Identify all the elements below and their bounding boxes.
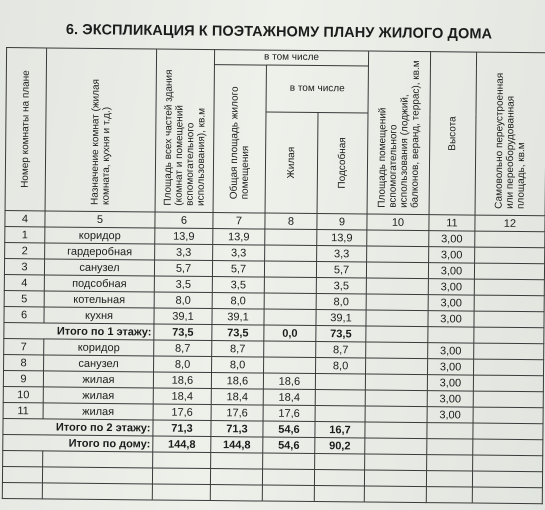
cell-aux [315,374,365,390]
cell-total: 18,6 [153,372,211,389]
cell-aux: 3,5 [316,278,366,294]
cell-living: 18,4 [263,389,315,405]
header-living: Жилая [265,112,318,213]
header-incl2: в том числе [266,65,368,113]
cell-name: санузел [44,259,154,276]
cell-living [264,341,316,357]
cell-gen: 8,0 [212,357,264,373]
floor1-rows [4,227,545,328]
cell-gen: 39,1 [212,309,264,325]
cell-living [264,293,316,309]
header-living-total: Общая площадь жилого помещения [213,65,266,213]
cell-total: 8,0 [154,292,212,309]
cell-total: 3,3 [155,244,213,261]
cell-living [265,245,317,261]
header-total-area: Площадь всех частей здания (комнат и помещений вспомогательного использования), кв.м [155,49,215,213]
header-incl: в том числе [214,50,368,66]
cell-n: 11 [3,403,43,419]
cell-n: 7 [4,339,44,355]
cell-aux: 3,3 [317,246,367,262]
cell-n: 2 [5,243,45,259]
cell-aux: 8,7 [316,342,366,358]
cell-living [264,277,316,293]
cell-name: жилая [43,387,153,404]
cell-h: 3,00 [428,343,474,359]
cell-gen: 8,7 [212,341,264,357]
cell-h: 3,00 [428,279,474,295]
cell-living [264,261,316,277]
column-numbers-row: 4 5 6 7 8 9 10 11 12 [5,211,545,232]
house-total-row: Итого по дому: 144,8 144,8 54,6 90,2 [3,435,543,456]
cell-gen: 3,5 [212,277,264,293]
cell-n: 1 [5,227,45,243]
cell-name: жилая [43,403,153,420]
cell-n: 9 [3,371,43,387]
header-purpose: Назначение комнат (жилая комната, кухня и т.д.) [45,48,157,212]
header-unauth: Самовольно переустроенная или переоборудованная площадь, кв.м [475,52,545,216]
cell-n: 6 [4,307,44,323]
cell-n: 10 [3,387,43,403]
cell-name: гардеробная [45,243,155,260]
header-height: Высота [429,52,477,215]
cell-aux: 13,9 [317,230,367,246]
cell-h: 3,00 [429,231,475,247]
cell-aux: 39,1 [316,310,366,326]
cell-aux: 8,0 [316,358,366,374]
cell-n: 4 [4,275,44,291]
cell-aux: 8,0 [316,294,366,310]
cell-total: 8,0 [154,356,212,373]
cell-gen: 13,9 [213,229,265,245]
document-title: 6. ЭКСПЛИКАЦИЯ К ПОЭТАЖНОМУ ПЛАНУ ЖИЛОГО ДОМА [65,22,493,43]
cell-living [264,357,316,373]
floor2-total-row: Итого по 2 этажу: 71,3 71,3 54,6 16,7 [3,419,543,440]
cell-h: 3,00 [428,263,474,279]
cell-name: подсобная [44,275,154,292]
explication-table [2,47,545,504]
cell-aux [315,406,365,422]
cell-name: кухня [44,307,154,324]
header-room-no: Номер комнаты на плане [5,48,47,211]
cell-gen: 18,4 [211,389,263,405]
cell-gen: 18,6 [211,373,263,389]
cell-gen: 17,6 [211,405,263,421]
cell-name: санузел [44,355,154,372]
cell-h: 3,00 [429,247,475,263]
header-aux-area: Площадь помещений вспомогательного использования (лоджий, балконов, веранд, террас), кв.м [367,51,431,215]
cell-h: 3,00 [428,295,474,311]
cell-living: 18,6 [263,373,315,389]
cell-aux [315,390,365,406]
cell-living [264,309,316,325]
cell-living [265,229,317,245]
cell-total: 18,4 [153,388,211,405]
cell-gen: 3,3 [213,245,265,261]
cell-h: 3,00 [428,359,474,375]
cell-total: 8,7 [154,340,212,357]
cell-total: 13,9 [155,228,213,245]
floor2-rows [3,339,544,424]
cell-name: жилая [43,371,153,388]
cell-h: 3,00 [427,391,473,407]
cell-name: коридор [45,227,155,244]
cell-gen: 8,0 [212,293,264,309]
cell-gen: 5,7 [212,261,264,277]
cell-h: 3,00 [428,311,474,327]
header-aux: Подсобная [317,113,368,214]
cell-n: 8 [4,355,44,371]
cell-living: 17,6 [263,405,315,421]
cell-n: 3 [4,259,44,275]
cell-total: 3,5 [154,276,212,293]
cell-total: 39,1 [154,308,212,325]
cell-h: 3,00 [427,407,473,423]
cell-total: 5,7 [154,260,212,277]
cell-name: котельная [44,291,154,308]
cell-h: 3,00 [427,375,473,391]
cell-n: 5 [4,291,44,307]
cell-name: коридор [44,339,154,356]
cell-aux: 5,7 [316,262,366,278]
cell-total: 17,6 [153,404,211,421]
floor1-total-row: Итого по 1 этажу: 73,5 73,5 0,0 73,5 [4,323,544,344]
